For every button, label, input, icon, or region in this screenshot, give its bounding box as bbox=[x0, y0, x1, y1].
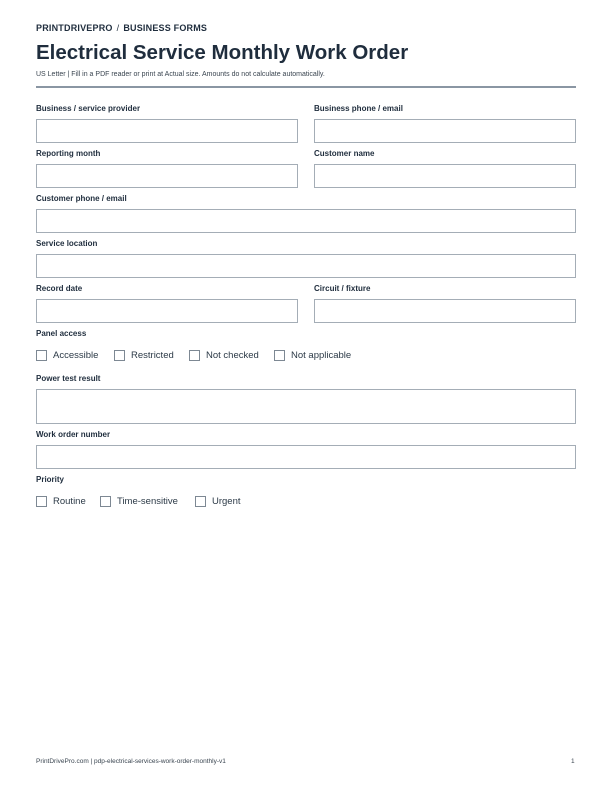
record-date-label: Record date bbox=[36, 284, 83, 293]
reporting-month-field[interactable] bbox=[36, 164, 298, 188]
priority-option-routine[interactable] bbox=[36, 496, 86, 507]
work-order-number-input[interactable] bbox=[37, 446, 575, 468]
panel-access-option-not-applicable[interactable] bbox=[274, 350, 351, 361]
breadcrumb-separator: / bbox=[116, 23, 120, 33]
option-label: Not checked bbox=[206, 350, 259, 361]
business-contact-input[interactable] bbox=[315, 120, 575, 142]
reporting-month-input[interactable] bbox=[37, 165, 297, 187]
breadcrumb-section: BUSINESS FORMS bbox=[123, 23, 208, 33]
checkbox[interactable] bbox=[274, 350, 285, 361]
option-label: Restricted bbox=[131, 350, 174, 361]
priority-option-urgent[interactable] bbox=[195, 496, 241, 507]
service-location-field[interactable] bbox=[36, 254, 576, 278]
panel-access-option-restricted[interactable] bbox=[114, 350, 174, 361]
breadcrumb bbox=[36, 23, 207, 33]
business-contact-field[interactable] bbox=[314, 119, 576, 143]
work-order-number-label: Work order number bbox=[36, 430, 111, 439]
breadcrumb-brand: PRINTDRIVEPRO bbox=[36, 23, 113, 33]
customer-contact-field[interactable] bbox=[36, 209, 576, 233]
customer-name-input[interactable] bbox=[315, 165, 575, 187]
power-test-result-label: Power test result bbox=[36, 374, 101, 383]
checkbox[interactable] bbox=[100, 496, 111, 507]
reporting-month-label: Reporting month bbox=[36, 149, 101, 158]
panel-access-option-not-checked[interactable] bbox=[189, 350, 259, 361]
priority-option-time-sensitive[interactable] bbox=[100, 496, 178, 507]
circuit-fixture-field[interactable] bbox=[314, 299, 576, 323]
record-date-input[interactable] bbox=[37, 300, 297, 322]
priority-label: Priority bbox=[36, 475, 65, 484]
customer-name-field[interactable] bbox=[314, 164, 576, 188]
power-test-result-field[interactable] bbox=[36, 389, 576, 424]
customer-contact-label: Customer phone / email bbox=[36, 194, 127, 203]
header-divider bbox=[36, 86, 576, 88]
option-label: Not applicable bbox=[291, 350, 352, 361]
business-provider-label: Business / service provider bbox=[36, 104, 141, 113]
power-test-result-input[interactable] bbox=[37, 390, 575, 423]
checkbox[interactable] bbox=[195, 496, 206, 507]
customer-name-label: Customer name bbox=[314, 149, 375, 158]
panel-access-label: Panel access bbox=[36, 329, 87, 338]
option-label: Accessible bbox=[53, 350, 99, 361]
footer-source: PrintDrivePro.com | pdp-electrical-services-work-order-monthly-v1 bbox=[36, 758, 226, 765]
option-label: Time-sensitive bbox=[117, 496, 178, 507]
page-title: Electrical Service Monthly Work Order bbox=[36, 41, 409, 64]
checkbox[interactable] bbox=[189, 350, 200, 361]
service-location-label: Service location bbox=[36, 239, 98, 248]
business-provider-input[interactable] bbox=[37, 120, 297, 142]
circuit-fixture-input[interactable] bbox=[315, 300, 575, 322]
checkbox[interactable] bbox=[36, 350, 47, 361]
work-order-number-field[interactable] bbox=[36, 445, 576, 469]
customer-contact-input[interactable] bbox=[37, 210, 575, 232]
record-date-field[interactable] bbox=[36, 299, 298, 323]
circuit-fixture-label: Circuit / fixture bbox=[314, 284, 371, 293]
checkbox[interactable] bbox=[36, 496, 47, 507]
checkbox[interactable] bbox=[114, 350, 125, 361]
business-contact-label: Business phone / email bbox=[314, 104, 403, 113]
panel-access-option-accessible[interactable] bbox=[36, 350, 98, 361]
business-provider-field[interactable] bbox=[36, 119, 298, 143]
option-label: Routine bbox=[53, 496, 86, 507]
page-number: 1 bbox=[571, 758, 575, 765]
page-subtitle: US Letter | Fill in a PDF reader or print at Actual size. Amounts do not calculate automatically. bbox=[36, 71, 325, 78]
option-label: Urgent bbox=[212, 496, 241, 507]
service-location-input[interactable] bbox=[37, 255, 575, 277]
